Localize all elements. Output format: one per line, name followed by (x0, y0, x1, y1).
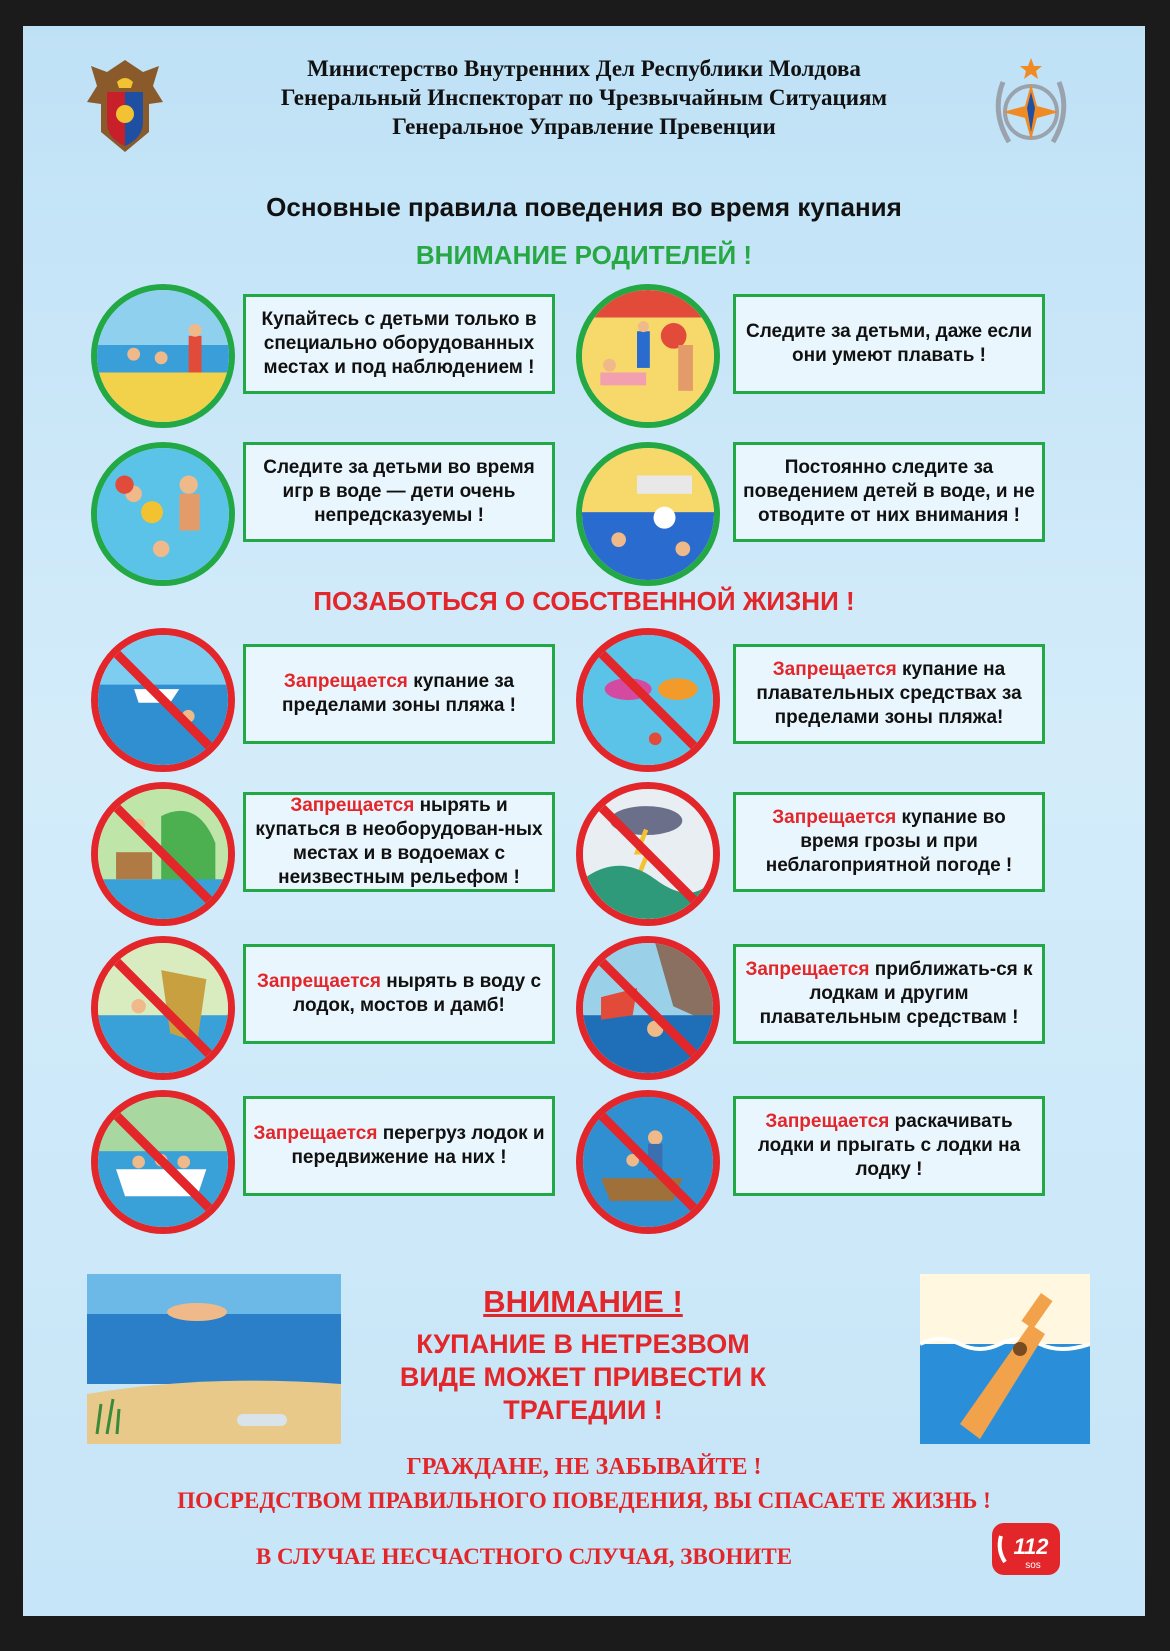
prohibition-box-5 (243, 944, 555, 1044)
self-care-heading: ПОЗАБОТЬСЯ О СОБСТВЕННОЙ ЖИЗНИ ! (313, 586, 855, 616)
rule-box-4 (733, 442, 1045, 542)
prohibition-text-3: нырять и купаться в необорудован-ных местах и в водоемах с неизвестным рельефом ! (255, 795, 543, 888)
header-line-2: Генеральный Инспекторат по Чрезвычайным Ситуациям (280, 85, 888, 110)
footer-line-2: ПОСРЕДСТВОМ ПРАВИЛЬНОГО ПОВЕДЕНИЯ, ВЫ СПАСАЕТЕ ЖИЗНЬ ! (177, 1488, 991, 1513)
warning-line-1: КУПАНИЕ В НЕТРЕЗВОМ (416, 1329, 750, 1359)
emergency-112-badge-icon (991, 1522, 1061, 1576)
constant-watch-illustration (576, 442, 720, 586)
warning-title: ВНИМАНИЕ ! (483, 1284, 683, 1319)
ministry-header (23, 54, 1145, 141)
prohibition-icon-8 (576, 1090, 720, 1234)
prohibition-box-4 (733, 792, 1045, 892)
prohibition-text-5: нырять в воду с лодок, мостов и дамб! (293, 971, 542, 1016)
forbidden-label: Запрещается (283, 671, 408, 692)
prohibition-text-8: раскачивать лодки и прыгать с лодки на лодку ! (757, 1111, 1021, 1180)
kids-playing-water-illustration (91, 442, 235, 586)
warning-text (393, 1328, 773, 1427)
parents-heading: ВНИМАНИЕ РОДИТЕЛЕЙ ! (415, 240, 753, 270)
emergency-sos: sos (1025, 1560, 1041, 1571)
prohibition-text-7: перегруз лодок и передвижение на них ! (291, 1123, 545, 1168)
prohibition-box-6 (733, 944, 1045, 1044)
beach-supervision-illustration (91, 284, 235, 428)
forbidden-label: Запрещается (253, 1123, 378, 1144)
header-line-3: Генеральное Управление Превенции (392, 114, 776, 139)
footer-line-3: В СЛУЧАЕ НЕСЧАСТНОГО СЛУЧАЯ, ЗВОНИТЕ (255, 1544, 793, 1569)
prohibition-icon-4 (576, 782, 720, 926)
forbidden-label: Запрещается (745, 959, 870, 980)
forbidden-label: Запрещается (772, 659, 897, 680)
forbidden-label: Запрещается (772, 807, 897, 828)
rule-box-2 (733, 294, 1045, 394)
prohibition-icon-1 (91, 628, 235, 772)
prohibition-box-3 (243, 792, 555, 892)
footer-line-1: ГРАЖДАНЕ, НЕ ЗАБЫВАЙТЕ ! (406, 1454, 762, 1480)
prohibition-text-2: купание на плавательных средствах за пределами зоны пляжа! (756, 659, 1022, 728)
prohibition-box-2 (733, 644, 1045, 744)
emergency-number: 112 (1013, 1534, 1049, 1559)
prohibition-icon-6 (576, 936, 720, 1080)
rule-text-2: Следите за детьми, даже если они умеют плавать ! (745, 321, 1033, 366)
bottle-warning-illustration (920, 1274, 1090, 1444)
rule-text-1: Купайтесь с детьми только в специально оборудованных местах и под наблюдением ! (261, 309, 537, 378)
prohibition-icon-2 (576, 628, 720, 772)
prohibition-box-1 (243, 644, 555, 744)
rule-box-3 (243, 442, 555, 542)
header-line-1: Министерство Внутренних Дел Республики Молдова (307, 56, 861, 81)
warning-line-3: ТРАГЕДИИ ! (503, 1395, 663, 1425)
rule-text-4: Постоянно следите за поведением детей в воде, и не отводите от них внимания ! (743, 457, 1035, 526)
forbidden-label: Запрещается (256, 971, 381, 992)
forbidden-label: Запрещается (765, 1111, 890, 1132)
prohibition-box-8 (733, 1096, 1045, 1196)
prohibition-box-7 (243, 1096, 555, 1196)
prohibition-icon-7 (91, 1090, 235, 1234)
prohibition-text-6: приближать-ся к лодкам и другим плавательным средствам ! (759, 959, 1033, 1028)
poster-title: Основные правила поведения во время купания (266, 192, 902, 222)
prohibition-text-1: купание за пределами зоны пляжа ! (282, 671, 516, 716)
safety-poster (23, 26, 1145, 1616)
prohibition-icon-5 (91, 936, 235, 1080)
prohibition-text-4: купание во время грозы и при неблагоприятной погоде ! (765, 807, 1013, 876)
watch-children-illustration (576, 284, 720, 428)
rule-text-3: Следите за детьми во время игр в воде — дети очень непредсказуемы ! (263, 457, 535, 526)
drowning-scene-illustration (87, 1274, 341, 1444)
warning-line-2: ВИДЕ МОЖЕТ ПРИВЕСТИ К (399, 1362, 767, 1392)
forbidden-label: Запрещается (290, 795, 415, 816)
rule-box-1 (243, 294, 555, 394)
prohibition-icon-3 (91, 782, 235, 926)
